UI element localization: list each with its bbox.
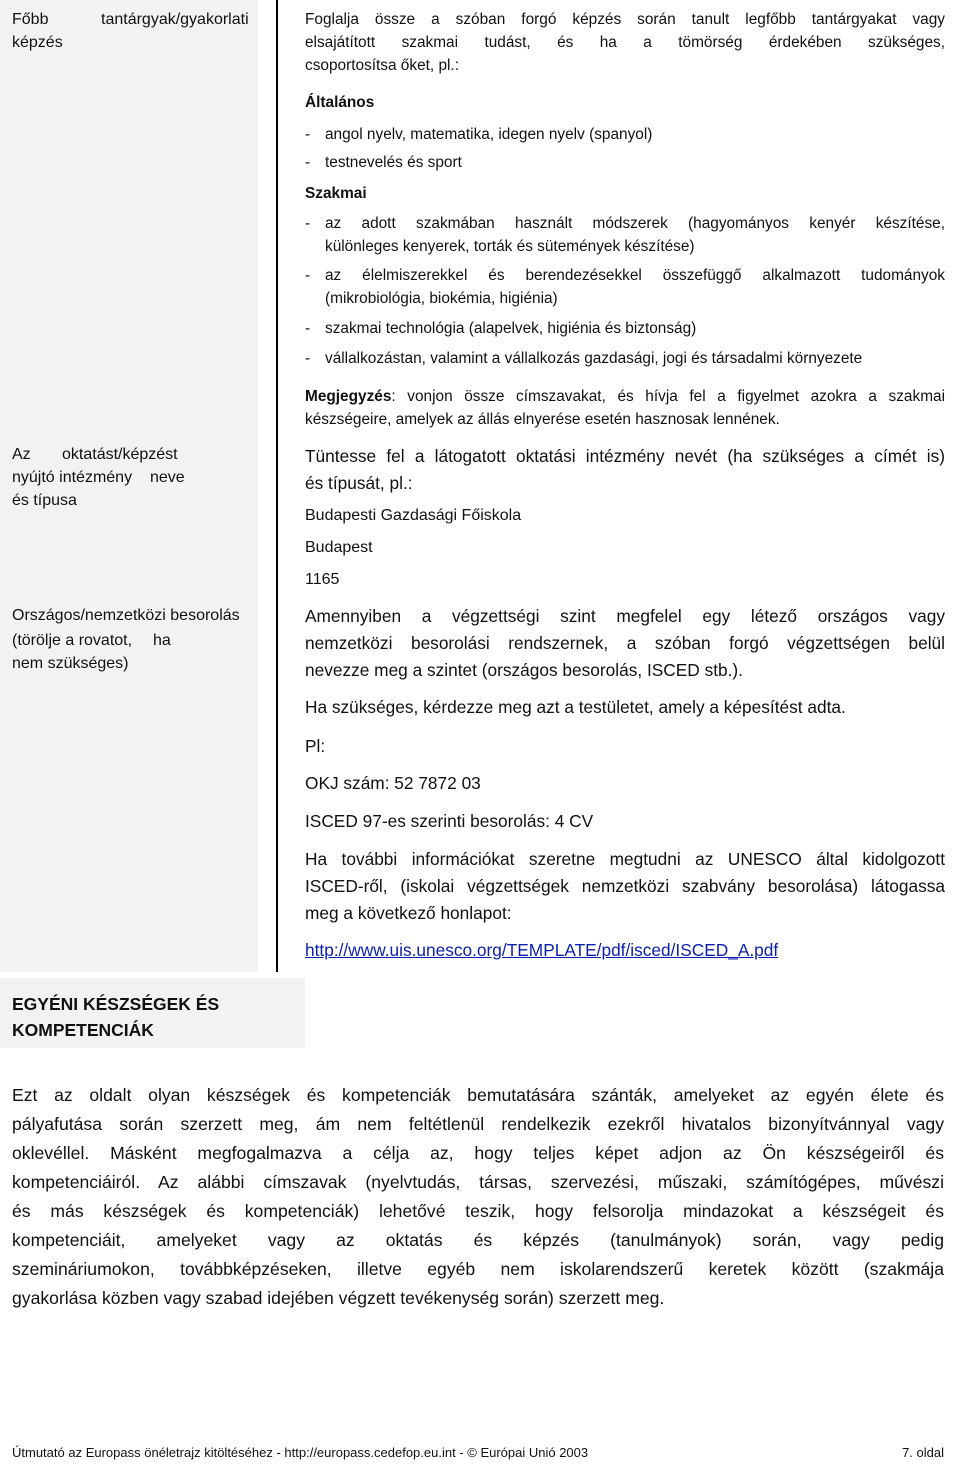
label-classification-1: Országos/nemzetközi besorolás <box>12 607 240 624</box>
label-institution-3: és típusa <box>12 492 77 509</box>
label-institution-1a: Az <box>12 446 31 463</box>
institution-zip: 1165 <box>305 571 340 588</box>
isced-classification: ISCED 97-es szerinti besorolás: 4 CV <box>305 811 594 831</box>
label-institution-2a: nyújtó intézmény <box>12 469 133 486</box>
professional-heading: Szakmai <box>305 185 367 202</box>
section-heading: EGYÉNI KÉSZSÉGEK ÉS KOMPETENCIÁK <box>12 994 220 1040</box>
subjects-instructions: Foglalja össze a szóban forgó képzés során tanult legfőbb tantárgyakat vagy elsajátított szakmai tudást, és ha a tömörség érdekében szükséges, csoportosítsa őket, pl.: <box>305 11 945 74</box>
list-item: - az élelmiszerekkel és berendezésekkel összefüggő alkalmazott tudományok (mikrobiológia, biokémia, higiénia) <box>305 267 945 307</box>
note: Megjegyzés: vonjon össze címszavakat, és hívja fel a figyelmet azokra a szakmai készségeire, amelyek az állás elnyerése esetén hasznosak lennének. <box>305 388 945 428</box>
more-info-text: Ha további információkat szeretne megtudni az UNESCO által kidolgozott ISCED-ről, (iskolai végzettségek nemzetközi szabvány besorolása) látogassa meg a következő honlapot: <box>305 849 945 923</box>
ask-body-text: Ha szükséges, kérdezze meg azt a testületet, amely a képesítést adta. <box>305 697 846 717</box>
general-heading: Általános <box>305 94 375 111</box>
footer-text: Útmutató az Europass önéletrajz kitöltéséhez - http://europass.cedefop.eu.int - © Európai Unió 2003 <box>12 1445 589 1460</box>
example-label: Pl: <box>305 736 326 756</box>
column-divider <box>276 0 278 972</box>
label-main-subjects-1: Főbb <box>12 11 49 28</box>
label-classification-2b: ha <box>153 632 171 649</box>
list-item: - az adott szakmában használt módszerek (hagyományos kenyér készítése, különleges kenyerek, torták és sütemények készítése) <box>305 215 945 255</box>
page-number: 7. oldal <box>902 1445 944 1460</box>
institution-instructions: Tüntesse fel a látogatott oktatási intézmény nevét (ha szükséges a címét is) és típusát, pl.: <box>305 446 945 493</box>
label-institution-2b: neve <box>150 469 185 486</box>
label-institution-1b: oktatást/képzést <box>62 446 178 463</box>
label-classification-3: nem szükséges) <box>12 655 129 672</box>
okj-number: OKJ szám: 52 7872 03 <box>305 773 481 793</box>
classification-instructions: Amennyiben a végzettségi szint megfelel egy létező országos vagy nemzetközi besorolási rendszernek, a szóban forgó végzettségen belül nevezze meg a szintet (országos besorolás, ISCED stb.). <box>305 606 945 680</box>
label-main-subjects-3: képzés <box>12 34 63 51</box>
label-classification-2a: (törölje a rovatot, <box>12 632 133 649</box>
isced-link-row <box>305 937 945 964</box>
institution-city: Budapest <box>305 539 373 556</box>
skills-description: Ezt az oldalt olyan készségek és kompetenciák bemutatására szánták, amelyeket az egyén élete és pályafutása során szerzett meg, ám nem feltétlenül rendelkezik ezekről hivatalos bizonyítvánnyal vagy oklevéllel. Másként megfogalmazva a célja az, hogy teljes képet adjon az Ön készségeiről és kompetenciáiról. Az alábbi címszavak (nyelvtudás, társas, szervezési, műszaki, számítógépes, művészi és más készségek és kompetenciák) lehetővé teszik, hogy felsorolja mindazokat a készségeit és kompetenciáit, amelyeket vagy az oktatás és képzés (tanulmányok) során, vagy pedig szemináriumokon, továbbképzéseken, illetve egyéb nem iskolarendszerű keretek között (szakmája gyakorlása közben vagy szabad idejében végzett tevékenység során) szerzett meg. <box>12 1085 944 1308</box>
institution-name: Budapesti Gazdasági Főiskola <box>305 507 522 524</box>
isced-link[interactable]: http://www.uis.unesco.org/TEMPLATE/pdf/isced/ISCED_A.pdf <box>305 940 779 960</box>
label-main-subjects-2: tantárgyak/gyakorlati <box>101 11 249 28</box>
